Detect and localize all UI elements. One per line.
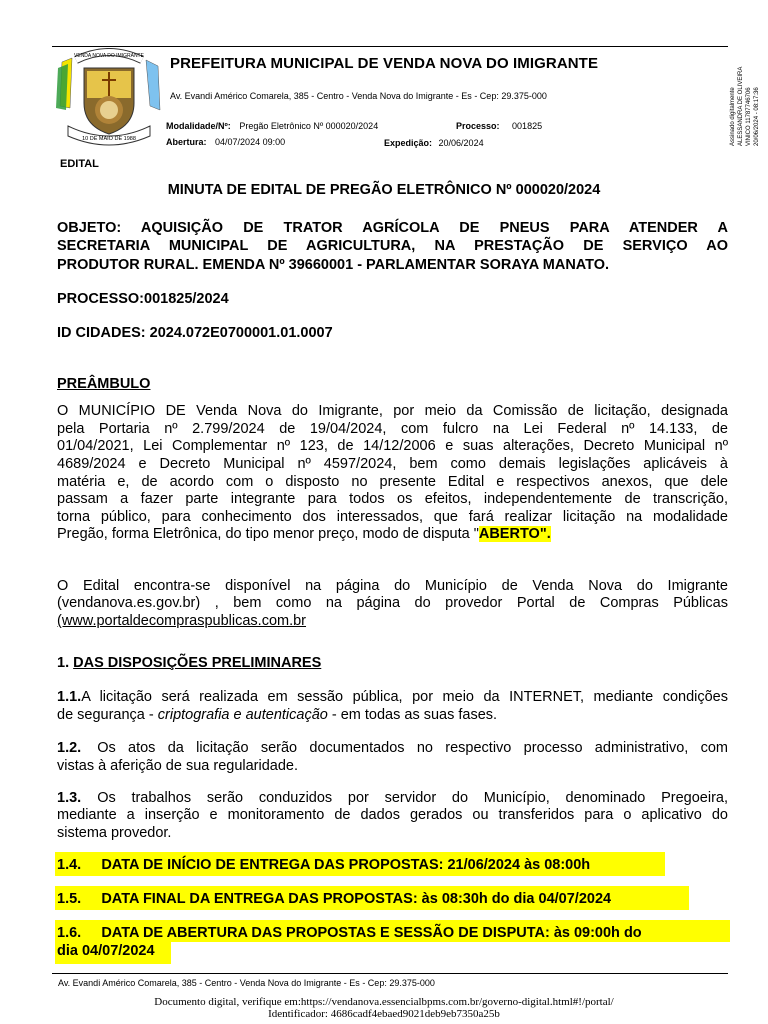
footer-divider [52,973,728,974]
objeto-line-3: PRODUTOR RURAL. EMENDA Nº 39660001 - PARLAMENTAR SORAYA MANATO. [57,257,610,273]
header-address: Av. Evandi Américo Comarela, 385 - Centro - Venda Nova do Imigrante - Es - Cep: 29.375-000 [170,91,547,101]
item-1-1-text: A licitação será realizada em sessão pública, por meio da INTERNET, mediante condições [81,689,728,705]
modalidade-row [166,121,378,131]
item-1-1-italic: criptografia e autenticação [157,707,328,723]
item-1-1-line-1 [57,688,728,706]
stamp-line-1: Assinado digitalmente [730,87,736,146]
processo-row [456,121,542,131]
preambulo-line: 4689/2024 e Decreto Municipal nº 4597/2024, bem como demais legislações aplicáveis à [57,456,728,472]
processo-label: Processo: [456,121,500,131]
objeto-line-2: SECRETARIA MUNICIPAL DE AGRICULTURA, NA PRESTAÇÃO DE SERVIÇO AO [57,238,728,254]
item-1-3-line-1 [57,789,728,807]
processo-value: 001825 [512,121,543,131]
expedicao-value: 20/06/2024 [438,138,484,148]
item-1-3-line-3: sistema provedor. [57,825,172,841]
preambulo-line: O MUNICÍPIO DE Venda Nova do Imigrante, por meio da Comissão de licitação, designada [57,403,728,419]
item-1-6-line-2: dia 04/07/2024 [57,943,155,959]
document-title: MINUTA DE EDITAL DE PREGÃO ELETRÔNICO Nº 000020/2024 [167,182,601,198]
logo-bottom-text: 10 DE MAIO DE 1988 [82,136,136,142]
edital-label: EDITAL [60,158,99,170]
item-1-2-line-1 [57,739,728,757]
header-title: PREFEITURA MUNICIPAL DE VENDA NOVA DO IMIGRANTE [170,55,599,72]
aberto-highlight: ABERTO". [478,526,551,542]
preambulo-line: torna público, para conhecimento dos interessados, que fará realizar licitação na modalidade [57,509,728,525]
abertura-value: 04/07/2024 09:00 [215,137,286,147]
portal-link[interactable]: (www.portaldecompraspublicas.com.br [57,613,307,629]
item-1-1-text-a: de segurança - [57,707,158,723]
stamp-line-4: 20/06/2024 - 08:17:36 [754,87,760,146]
preambulo-line: pela Portaria nº 2.799/2024 de 19/04/2024, com fulcro na Lei Federal nº 14.133, de [57,421,728,437]
objeto-line-1: OBJETO: AQUISIÇÃO DE TRATOR AGRÍCOLA DE PNEUS PARA ATENDER A [57,220,728,236]
preambulo-last-line-text: Pregão, forma Eletrônica, do tipo menor preço, modo de disputa " [57,526,479,542]
id-cidades: ID CIDADES: 2024.072E0700001.01.0007 [57,325,333,341]
processo-number: PROCESSO:001825/2024 [57,291,229,307]
logo-top-text: VENDA NOVA DO IMIGRANTE [74,53,144,59]
section-1-title: DAS DISPOSIÇÕES PRELIMINARES [73,655,322,671]
modalidade-value: Pregão Eletrônico Nº 000020/2024 [239,121,379,131]
item-1-5: 1.5. DATA FINAL DA ENTREGA DAS PROPOSTAS: às 08:30h do dia 04/07/2024 [57,891,612,907]
expedicao-row [384,138,484,148]
item-1-2-number: 1.2. [57,740,82,756]
modalidade-label: Modalidade/Nº: [166,121,231,131]
verification-identifier: Identificador: 4686cadf4ebaed9021deb9eb7350a25b [268,1008,500,1020]
item-1-1-line-2 [57,706,728,724]
abertura-row [166,137,285,147]
item-1-1-text-c: - em todas as suas fases. [327,707,498,723]
preambulo-line: passam a fazer parte integrante para todos os efeitos, independentemente de transcrição, [57,491,728,507]
preambulo-line: 01/04/2021, Lei Complementar nº 123, de 14/12/2006 e suas alterações, Decreto Municipal nº [57,438,728,454]
item-1-2-text: Os atos da licitação serão documentados no respectivo processo administrativo, com [97,740,728,756]
stamp-line-3: VINICO 11787746706 [746,87,752,146]
item-1-3-text: Os trabalhos serão conduzidos por servidor do Município, denominado Pregoeira, [97,790,728,806]
preambulo-heading: PREÂMBULO [57,376,151,392]
item-1-4: 1.4. DATA DE INÍCIO DE ENTREGA DAS PROPOSTAS: 21/06/2024 às 08:00h [57,857,591,873]
preambulo-line: matéria e, de acordo com o disposto no presente Edital e respectivos anexos, que dele [57,474,728,490]
municipal-coat-of-arms-logo [54,48,164,153]
item-1-3-line-2: mediante a inserção e monitoramento de dados gerados ou transferidos para o aplicativo do [57,807,728,823]
section-1-number: 1. [57,655,70,671]
item-1-3-number: 1.3. [57,790,82,806]
section-1-heading [57,654,728,672]
item-1-1-number: 1.1. [57,689,82,705]
verification-note [0,996,768,1020]
preambulo-last-line [57,525,728,543]
disponivel-line-1: O Edital encontra-se disponível na página do Município de Venda Nova do Imigrante [57,578,728,594]
digital-signature-stamp [730,48,768,148]
item-1-2-line-2: vistas à aferição de sua regularidade. [57,758,299,774]
disponivel-line-2: (vendanova.es.gov.br) , bem como na página do provedor Portal de Compras Públicas [57,595,728,611]
stamp-line-2: ALESSANDRA DE OLIVEIRA [738,66,744,146]
expedicao-label: Expedição: [384,138,433,148]
item-1-6-line-1: 1.6. DATA DE ABERTURA DAS PROPOSTAS E SESSÃO DE DISPUTA: às 09:00h do [57,925,642,941]
verification-url[interactable]: Documento digital, verifique em:https://vendanova.essencialbpms.com.br/governo-digital.html#!/portal/ [154,996,614,1008]
abertura-label: Abertura: [166,137,207,147]
footer-address: Av. Evandi Américo Comarela, 385 - Centro - Venda Nova do Imigrante - Es - Cep: 29.375-000 [58,978,435,988]
